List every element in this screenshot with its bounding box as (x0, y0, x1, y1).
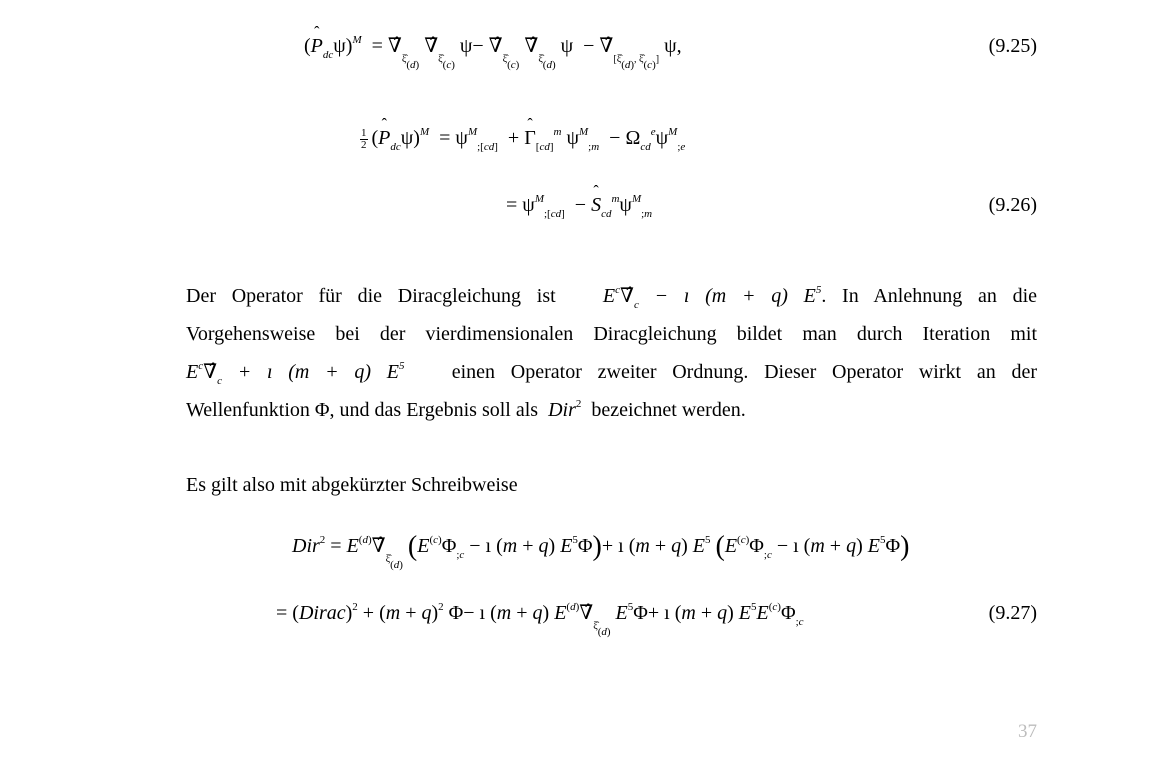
equation-number-9-27: (9.27) (988, 602, 1037, 624)
equation-9-26-line-1: $\frac{1}{2}$ (ˆ $P_{dc}\psi)^M = \psi^M_{;[cd]}$ + ˆ $\Gamma_{[cd]}^m$ $\psi^M_{;m} - \Omega_{cd}^e\psi^M_{;e}$ (360, 128, 685, 151)
page-number: 37 (1018, 721, 1037, 742)
equation-9-26-line-2: = $\psi^M_{;[cd]}$ − ˆ $S_{cd}^m\psi^M_{;m}$ (506, 195, 652, 215)
paragraph-line-3: $E^c\nablâ_c$ + ı (m + q) $E^5$ einen Operator zweiter Ordnung. Dieser Operator wirkt an der (186, 360, 1037, 387)
equation-9-27-line-1: $Dir^2 = E^{(d)}\nablâ_{\xî_{(d)}}$ ($E^{(c)}\Phi_{;c}$ − ı (m + q) $E^5\Phi)+$ ı (m + q) $E^5$ ($E^{(c)}\Phi_{;c}$ − ı (m + q) $E^5\Phi$) (292, 531, 910, 571)
paragraph-abbreviated: Es gilt also mit abgekürzter Schreibweise (186, 474, 518, 496)
paragraph-line-4: Wellenfunktion Φ, und das Ergebnis soll als Dir$^2$ bezeichnet werden. (186, 398, 746, 421)
paragraph-line-1: Der Operator für die Diracgleichung ist $E^c\nablâ_c$ − ı (m + q) $E^5$. In Anlehnung an die (186, 284, 1038, 311)
equation-number-9-26: (9.26) (988, 194, 1037, 216)
equation-number-9-25: (9.25) (988, 35, 1037, 57)
inline-formula-operator: $E^c\nablâ_c$ − ı (m + q) $E^5$ (602, 284, 822, 311)
inline-formula-dir2: Dir$^2$ (548, 398, 582, 421)
paragraph-line-2: Vorgehensweise bei der vierdimensionalen Diracgleichung bildet man durch Iteration mit (186, 323, 1037, 345)
inline-formula-iteration: $E^c\nablâ_c$ + ı (m + q) $E^5$ (186, 360, 405, 387)
equation-9-27-line-2: = (Dirac)$^2$ + $(m + q)^2$ Φ− ı (m + q) $E^{(d)}\nablâ_{\xî_{(d)}}$ $E^5\Phi+$ ı (m + q) $E^5E^{(c)}\Phi_{;c}$ (276, 601, 804, 638)
equation-9-25: (ˆ $P_{dc}\psi)^M$ = $\nablâ_{\xî_{(d)}}$ $\nablâ_{\xî_{(c)}}$ $\psi- \nablâ_{\xî_{(c)}}$ $\nablâ_{\xî_{(d)}}$ $\psi - \nablâ_{[\xî_{(d)}, \xî_{(c)}]}$ ψ, (304, 36, 682, 56)
paragraph-operator (186, 277, 1037, 429)
